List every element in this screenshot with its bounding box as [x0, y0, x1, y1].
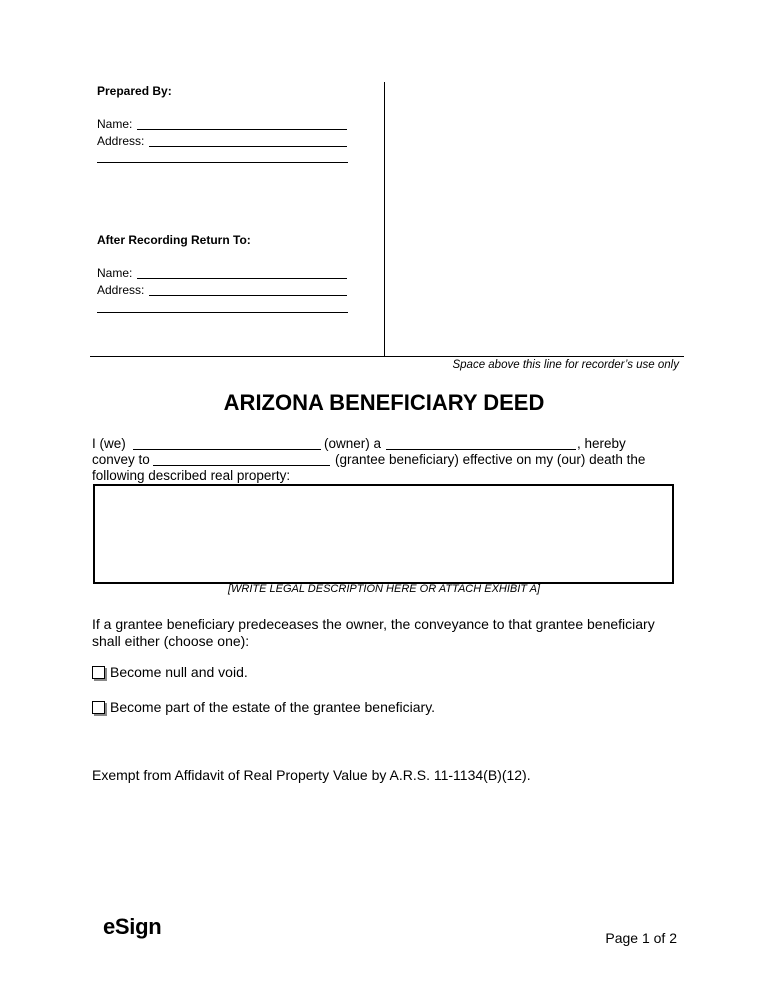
predecease-paragraph: If a grantee beneficiary predeceases the owner, the conveyance to that grantee beneficiary shall either (choose one): [92, 616, 655, 649]
convey-text-1: convey to [92, 452, 150, 467]
header-vertical-divider [384, 82, 385, 356]
page-number: Page 1 of 2 [605, 930, 677, 946]
convey-text-2: (grantee beneficiary) effective on my (our) death the [335, 452, 646, 467]
return-to-address-line2[interactable] [97, 312, 348, 313]
prepared-by-address-line2[interactable] [97, 162, 348, 163]
owner-status-field[interactable] [386, 449, 576, 450]
legal-description-box[interactable] [93, 484, 674, 584]
option-null-void-label: Become null and void. [110, 664, 248, 680]
recorder-divider-line [90, 356, 684, 357]
return-to-name-field[interactable] [137, 278, 347, 279]
return-to-heading: After Recording Return To: [97, 233, 251, 247]
prepared-by-name-field[interactable] [137, 129, 347, 130]
prepared-by-address-field[interactable] [149, 146, 347, 147]
option-estate-label: Become part of the estate of the grantee beneficiary. [110, 699, 436, 715]
prepared-by-heading: Prepared By: [97, 84, 172, 98]
document-title: ARIZONA BENEFICIARY DEED [223, 390, 545, 415]
property-intro-text: following described real property: [92, 468, 291, 483]
return-to-address-field[interactable] [149, 295, 347, 296]
owner-name-field[interactable] [133, 449, 321, 450]
return-to-address-label: Address: [97, 283, 145, 297]
exemption-text: Exempt from Affidavit of Real Property Value by A.R.S. 11-1134(B)(12). [92, 767, 531, 783]
option-null-void-checkbox[interactable] [92, 666, 105, 679]
option-estate-checkbox[interactable] [92, 701, 105, 714]
legal-description-caption: [WRITE LEGAL DESCRIPTION HERE OR ATTACH EXHIBIT A] [227, 583, 541, 595]
recorder-note: Space above this line for recorder’s use only [452, 359, 679, 371]
grantee-name-field[interactable] [153, 465, 330, 466]
owner-text-3: , hereby [577, 436, 626, 451]
prepared-by-address-label: Address: [97, 134, 145, 148]
return-to-name-label: Name: [97, 266, 133, 280]
owner-text-2: (owner) a [324, 436, 382, 451]
esign-logo: eSign [103, 914, 162, 939]
prepared-by-name-label: Name: [97, 117, 133, 131]
owner-text-1: I (we) [92, 436, 126, 451]
